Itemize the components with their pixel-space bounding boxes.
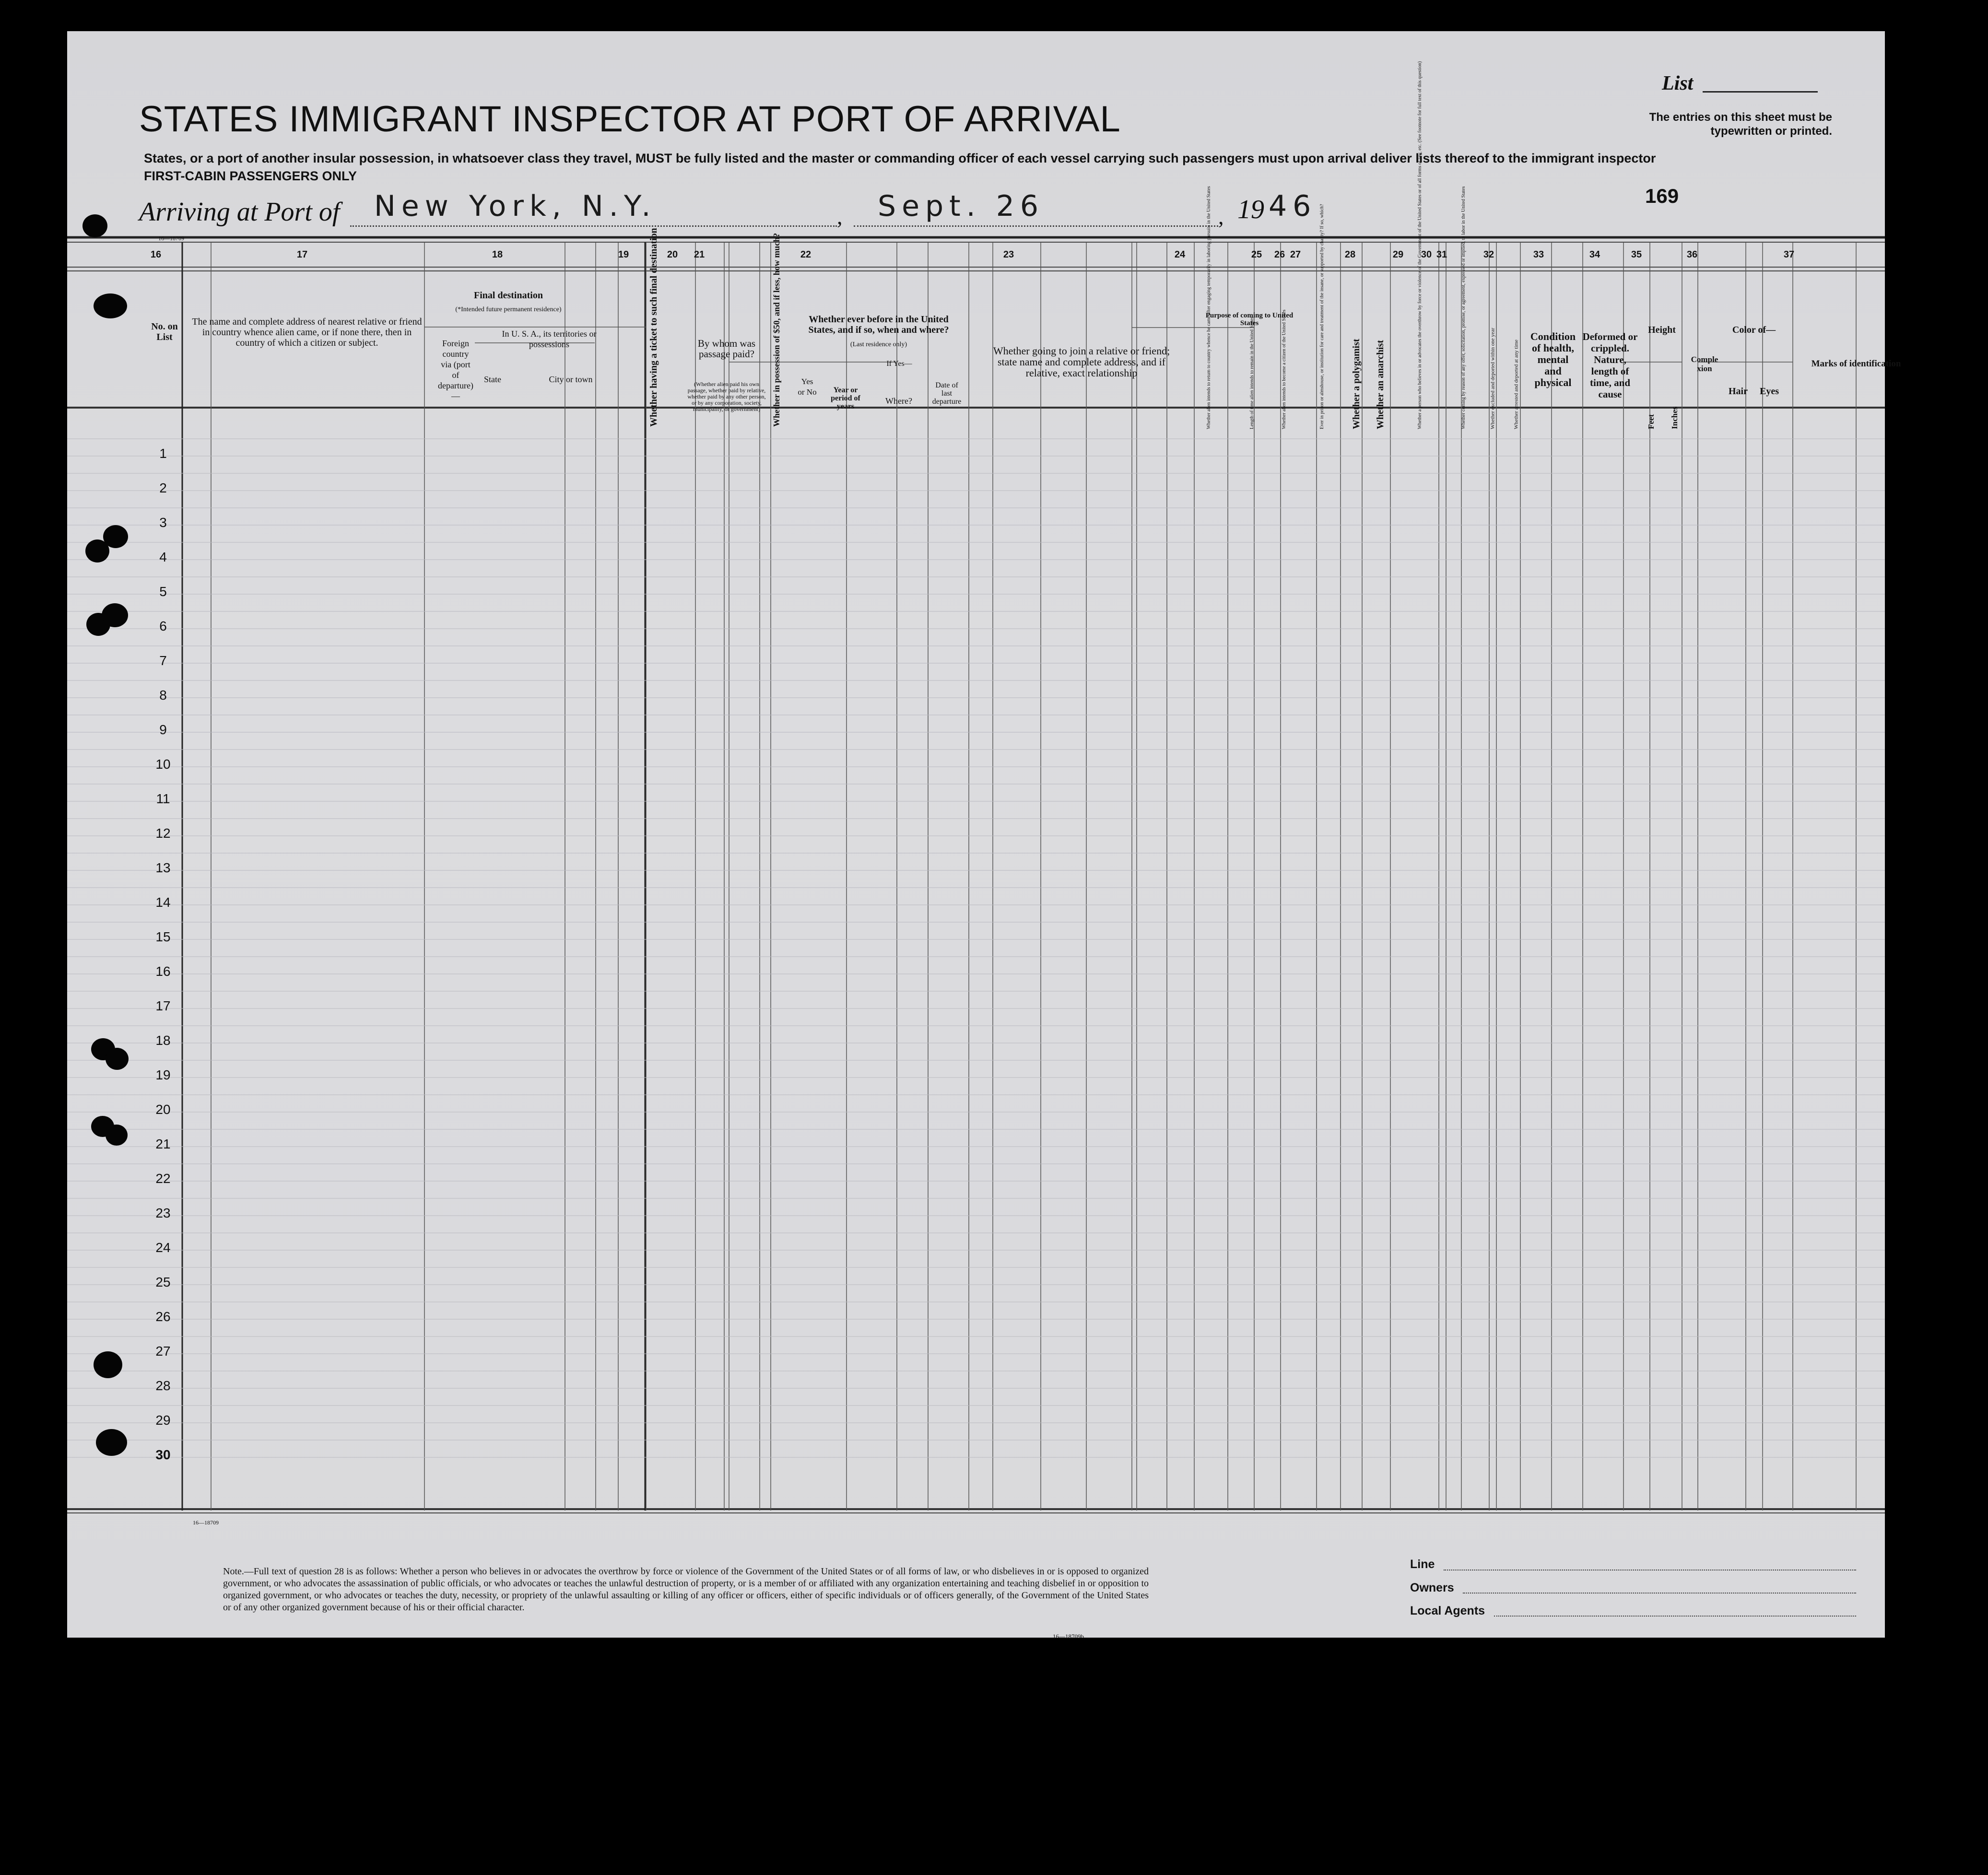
column-number: 34 [1589, 249, 1600, 260]
punch-hole [94, 293, 127, 318]
row-number: 7 [159, 653, 167, 668]
comma-mark: , [837, 204, 843, 229]
row-number: 22 [155, 1171, 171, 1186]
col24-b: Length of time alien intends to remain in the United States [1249, 316, 1255, 429]
column-number: 37 [1783, 249, 1795, 260]
col20-sub: (Whether alien paid his own passage, whether paid by relative, whether paid by any other person, or by any corporation, society, municipality, or government) [687, 381, 766, 412]
row-number: 4 [159, 550, 167, 564]
col34-inches: Inches [1670, 406, 1679, 429]
row-number: 16 [155, 964, 171, 979]
page-title: STATES IMMIGRANT INSPECTOR AT PORT OF ARRIVAL [139, 99, 1121, 140]
punch-hole [96, 1429, 127, 1456]
row-number: 6 [159, 619, 167, 633]
col25-header: Ever in prison or almshouse, or institution for care and treatment of the insane, or supported by charity? If so, which? [1319, 204, 1325, 429]
col31-header: Whether arrested and deported at any time [1513, 340, 1519, 429]
port-handwritten: New York, N.Y. [374, 189, 657, 223]
col20-title: By whom was passage paid? [697, 338, 756, 360]
row-number: 26 [155, 1309, 171, 1324]
row-number: 2 [159, 480, 167, 495]
date-handwritten: Sept. 26 [878, 189, 1045, 223]
row-number: 13 [155, 860, 171, 875]
column-number: 36 [1686, 249, 1698, 260]
row-number: 1 [159, 446, 167, 461]
row-number: 17 [155, 998, 171, 1013]
col27-header: Whether an anarchist [1375, 340, 1386, 429]
line-label: Line [1410, 1558, 1435, 1571]
col18-sub: (*Intended future permanent residence) [455, 306, 562, 313]
column-number: 21 [694, 249, 705, 260]
row-number: 24 [155, 1240, 171, 1255]
list-number-line [1703, 91, 1818, 93]
column-number: 23 [1003, 249, 1014, 260]
row-number: 3 [159, 515, 167, 530]
punch-hole [106, 1125, 128, 1146]
row-number: 25 [155, 1275, 171, 1289]
col24-title: Purpose of coming to United States [1205, 312, 1294, 327]
sheet-number: 169 [1645, 185, 1679, 207]
owners-label: Owners [1410, 1581, 1454, 1594]
bottom-form-code: 16—18709 [193, 1519, 219, 1526]
form-code: 16—18709 [158, 235, 184, 242]
manifest-sheet [67, 31, 1901, 1640]
column-number: 33 [1533, 249, 1544, 260]
punch-hole [102, 603, 128, 627]
row-number: 12 [155, 826, 171, 841]
column-number: 26 [1274, 249, 1285, 260]
comma-mark-2: , [1218, 204, 1224, 229]
column-number: 31 [1436, 249, 1447, 260]
col28-header: Whether a person who believes in or advocates the overthrow by force or violence of the Government of the United States or of all forms of law, etc. (See footnote for full text of this question) [1417, 61, 1423, 429]
date-line [854, 225, 1218, 227]
col22-ifyes: If Yes— [886, 360, 912, 368]
col32-header: Condition of health, mental and physical [1530, 330, 1576, 388]
col18-city: City or town [549, 375, 593, 384]
row-number: 5 [159, 584, 167, 599]
col19-header: Whether having a ticket to such final destination [648, 228, 659, 427]
row-number: 29 [155, 1413, 171, 1428]
col16-header: No. on List [151, 321, 178, 342]
year-handwritten: 46 [1269, 189, 1317, 223]
arriving-label: Arriving at Port of [139, 197, 340, 227]
row-number: 30 [155, 1447, 171, 1462]
col29-header: Whether coming by reason of any offer, solicitation, promise, or agreement, expressed or implied, to labor in the United States [1461, 186, 1466, 429]
row-number: 15 [155, 929, 171, 944]
column-number: 29 [1392, 249, 1404, 260]
col34-title: Height [1648, 325, 1676, 335]
column-number: 19 [618, 249, 629, 260]
table-grid [67, 31, 1885, 1638]
col33-header: Deformed or crippled. Nature, length of time, and cause [1582, 331, 1638, 400]
row-number: 10 [155, 757, 171, 772]
row-number: 27 [155, 1344, 171, 1359]
port-line [350, 225, 837, 227]
row-number: 21 [155, 1137, 171, 1151]
col26-header: Whether a polygamist [1351, 339, 1362, 429]
col24-c: Whether alien intends to become a citizen of the United States [1282, 309, 1287, 429]
row-number: 18 [155, 1033, 171, 1048]
column-number: 35 [1631, 249, 1642, 260]
col37-header: Marks of identification [1811, 359, 1901, 369]
column-number: 28 [1344, 249, 1356, 260]
col22-where: Where? [885, 396, 912, 406]
column-number: 32 [1483, 249, 1494, 260]
col34-feet: Feet [1647, 414, 1656, 429]
list-label: List [1662, 72, 1694, 94]
column-number: 18 [492, 249, 503, 260]
column-number: 24 [1174, 249, 1186, 260]
row-number: 14 [155, 895, 171, 910]
col18-usa: In U. S. A., its territories or possessions [502, 329, 597, 349]
col18-foreign: Foreign country via (port of departure)— [438, 339, 473, 401]
col35-header: Complexion [1691, 355, 1718, 373]
col21-header: Whether in possession of $50, and if less, how much? [772, 233, 781, 427]
column-number: 16 [150, 249, 162, 260]
row-number: 9 [159, 722, 167, 737]
column-number: 25 [1251, 249, 1262, 260]
class-note: FIRST-CABIN PASSENGERS ONLY [144, 169, 357, 183]
column-number: 30 [1421, 249, 1432, 260]
col22-sub: (Last residence only) [850, 341, 907, 348]
row-number: 23 [155, 1206, 171, 1220]
col22-date: Date of last departure [932, 381, 962, 406]
local-agents-label: Local Agents [1410, 1604, 1485, 1617]
row-number: 19 [155, 1067, 171, 1082]
footnote-text: Note.—Full text of question 28 is as follows: Whether a person who believes in or advocates the overthrow by force or violence of the Government of the United States or of all forms of law, or who disbelieves in or is opposed to organized government, or who advocates the assassination of public officials, or who advocates or teaches the unlawful destruction of property, or is a member of or affiliated with any organization entertaining and teaching disbelief in or opposition to organized government, or who advocates or teaches the duty, necessity, or propriety of the unlawful assaulting or killing of any officer or officers, either of specific individuals or of officers generally, of the Government of the United States or of any other organized government because of his or their official character. [223, 1566, 1149, 1613]
column-number: 22 [800, 249, 812, 260]
instruction-text: States, or a port of another insular possession, in whatsoever class they travel, MUST be fully listed and the master or commanding officer of each vessel carrying such passengers must upon arrival deliver lists thereof to the immigrant inspector [144, 151, 1656, 165]
col18-state: State [484, 375, 501, 384]
row-number: 28 [155, 1378, 171, 1393]
col36-eyes: Eyes [1760, 386, 1779, 397]
owners-field [1463, 1593, 1856, 1594]
punch-hole [106, 1048, 129, 1070]
year-prefix: 19 [1237, 195, 1264, 224]
col36-hair: Hair [1729, 386, 1748, 397]
local-agents-field [1494, 1616, 1856, 1617]
punch-hole [103, 525, 128, 548]
column-number: 20 [667, 249, 678, 260]
row-number: 20 [155, 1102, 171, 1117]
row-number: 8 [159, 688, 167, 703]
col24-a: Whether alien intends to return to country whence he came after engaging temporarily in laboring pursuits in the United States [1206, 186, 1212, 429]
column-number: 17 [296, 249, 308, 260]
footnote-code: 16—18709b [1053, 1633, 1084, 1640]
entries-note: The entries on this sheet must be typewritten or printed. [1649, 111, 1832, 138]
punch-hole [94, 1351, 122, 1378]
col22-year: Year or period of years [831, 386, 860, 410]
punch-hole [82, 214, 107, 237]
col22-title: Whether ever before in the United States, and if so, when and where? [808, 314, 949, 335]
col30-header: Whether excluded and deported within one year [1490, 328, 1496, 429]
column-number: 27 [1290, 249, 1301, 260]
col23-header: Whether going to join a relative or friend; state name and complete address, and if relative, exact relationship [993, 345, 1170, 379]
col22-yesno: Yes or No [798, 377, 817, 397]
col18-title: Final destination [474, 290, 543, 301]
col36-title: Color of— [1732, 325, 1776, 335]
col17-header: The name and complete address of nearest relative or friend in country whence alien came, or if none there, then in country of which a citizen or subject. [192, 316, 422, 348]
row-number: 11 [156, 791, 170, 806]
